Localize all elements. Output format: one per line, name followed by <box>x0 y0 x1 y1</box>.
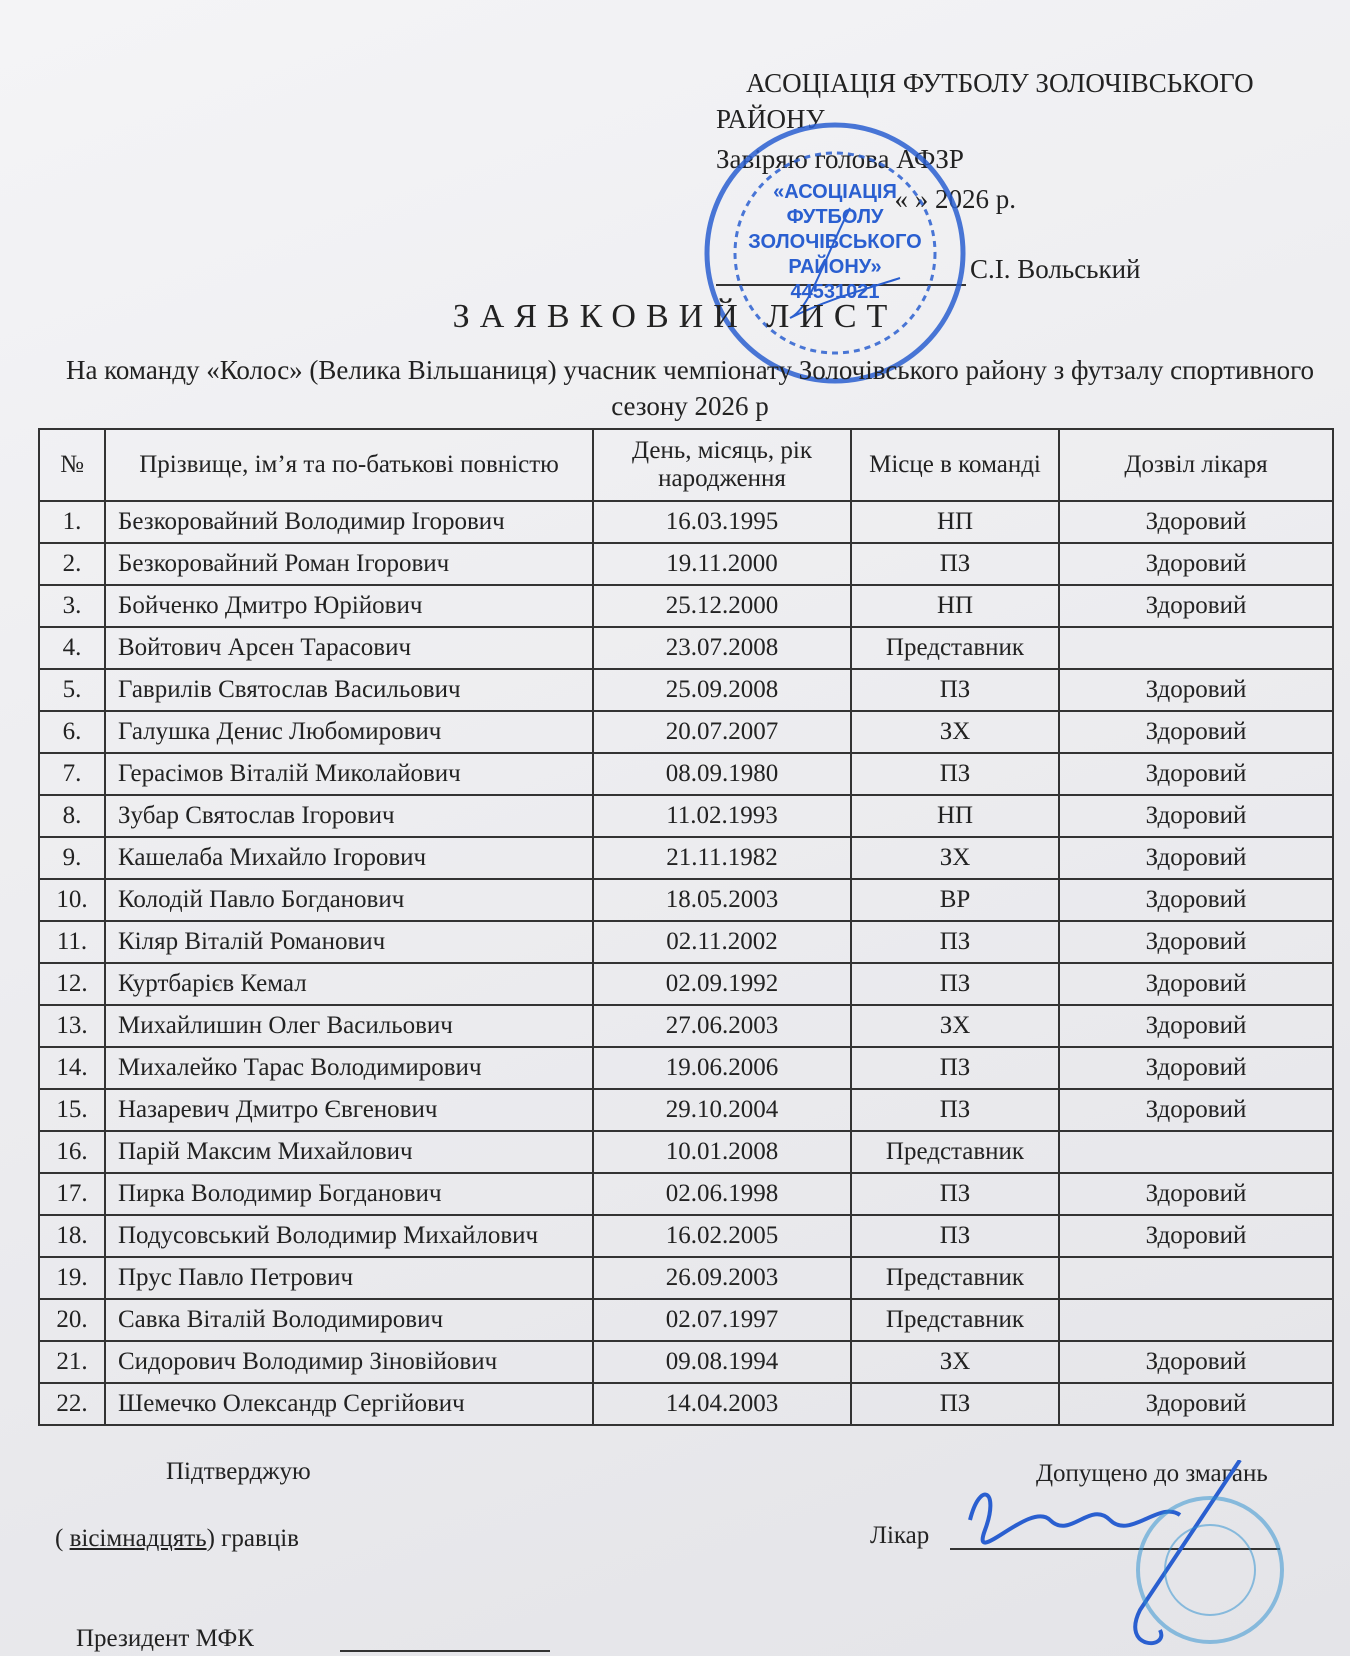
doctor-permission: Здоровий <box>1059 1005 1333 1047</box>
table-row <box>39 879 1333 921</box>
svg-text:ЗОЛОЧІВСЬКОГО: ЗОЛОЧІВСЬКОГО <box>748 231 922 253</box>
team-position: ЗХ <box>851 1341 1059 1383</box>
signatory-name: С.І. Вольський <box>970 254 1141 284</box>
birth-date: 20.07.2007 <box>593 711 851 753</box>
row-number: 21. <box>39 1341 105 1383</box>
document-title: ЗАЯВКОВИЙ ЛИСТ <box>452 298 898 335</box>
player-name: Назаревич Дмитро Євгенович <box>105 1089 593 1131</box>
certify-text: Завіряю голова АФЗР <box>716 144 964 174</box>
players-table <box>38 428 1334 1426</box>
svg-text:44531021: 44531021 <box>790 281 880 303</box>
team-position: ЗХ <box>851 837 1059 879</box>
doctor-permission: Здоровий <box>1059 1383 1333 1425</box>
team-position: ПЗ <box>851 1383 1059 1425</box>
row-number: 6. <box>39 711 105 753</box>
org-name-line1: АСОЦІАЦІЯ ФУТБОЛУ ЗОЛОЧІВСЬКОГО <box>746 68 1254 98</box>
birth-date: 21.11.1982 <box>593 837 851 879</box>
player-name: Михайлишин Олег Васильович <box>105 1005 593 1047</box>
row-number: 7. <box>39 753 105 795</box>
doctor-permission: Здоровий <box>1059 1047 1333 1089</box>
table-row <box>39 1257 1333 1299</box>
association-stamp <box>700 118 970 388</box>
doctor-permission: Здоровий <box>1059 1215 1333 1257</box>
table-row <box>39 711 1333 753</box>
row-number: 15. <box>39 1089 105 1131</box>
row-number: 19. <box>39 1257 105 1299</box>
table-row <box>39 1299 1333 1341</box>
player-name: Кашелаба Михайло Ігорович <box>105 837 593 879</box>
team-position: ЗХ <box>851 711 1059 753</box>
svg-text:РАЙОНУ»: РАЙОНУ» <box>788 256 882 278</box>
row-number: 5. <box>39 669 105 711</box>
doctor-permission: Здоровий <box>1059 585 1333 627</box>
table-row <box>39 837 1333 879</box>
birth-date: 23.07.2008 <box>593 627 851 669</box>
count-close: ) гравців <box>206 1525 299 1552</box>
team-position: Представник <box>851 627 1059 669</box>
doctor-permission: Здоровий <box>1059 1089 1333 1131</box>
col-doctor: Дозвіл лікаря <box>1059 429 1333 501</box>
birth-date: 02.07.1997 <box>593 1299 851 1341</box>
table-row <box>39 1173 1333 1215</box>
player-name: Сидорович Володимир Зіновійович <box>105 1341 593 1383</box>
player-name: Войтович Арсен Тарасович <box>105 627 593 669</box>
president-signature-line <box>340 1650 550 1652</box>
row-number: 12. <box>39 963 105 1005</box>
team-position: Представник <box>851 1257 1059 1299</box>
table-row <box>39 1131 1333 1173</box>
player-name: Бойченко Дмитро Юрійович <box>105 585 593 627</box>
doctor-permission: Здоровий <box>1059 501 1333 543</box>
birth-date: 02.09.1992 <box>593 963 851 1005</box>
certify-date: « » 2026 р. <box>894 184 1016 214</box>
row-number: 18. <box>39 1215 105 1257</box>
birth-date: 02.06.1998 <box>593 1173 851 1215</box>
player-name: Зубар Святослав Ігорович <box>105 795 593 837</box>
team-position: ПЗ <box>851 543 1059 585</box>
player-name: Безкоровайний Володимир Ігорович <box>105 501 593 543</box>
team-position: ПЗ <box>851 963 1059 1005</box>
player-name: Колодій Павло Богданович <box>105 879 593 921</box>
team-position: НП <box>851 501 1059 543</box>
team-position: ПЗ <box>851 1173 1059 1215</box>
doctor-permission: Здоровий <box>1059 711 1333 753</box>
player-name: Кіляр Віталій Романович <box>105 921 593 963</box>
birth-date: 09.08.1994 <box>593 1341 851 1383</box>
confirm-label: Підтверджую <box>166 1458 311 1485</box>
player-name: Галушка Денис Любомирович <box>105 711 593 753</box>
row-number: 8. <box>39 795 105 837</box>
team-position: ЗХ <box>851 1005 1059 1047</box>
birth-date: 16.03.1995 <box>593 501 851 543</box>
birth-date: 11.02.1993 <box>593 795 851 837</box>
row-number: 17. <box>39 1173 105 1215</box>
table-header-row <box>39 429 1333 501</box>
doctor-permission: Здоровий <box>1059 963 1333 1005</box>
row-number: 10. <box>39 879 105 921</box>
birth-date: 18.05.2003 <box>593 879 851 921</box>
birth-date: 14.04.2003 <box>593 1383 851 1425</box>
team-position: ПЗ <box>851 1089 1059 1131</box>
birth-date: 27.06.2003 <box>593 1005 851 1047</box>
row-number: 4. <box>39 627 105 669</box>
row-number: 16. <box>39 1131 105 1173</box>
table-row <box>39 921 1333 963</box>
row-number: 14. <box>39 1047 105 1089</box>
president-label: Президент МФК <box>76 1625 254 1652</box>
player-name: Парій Максим Михайлович <box>105 1131 593 1173</box>
doctor-permission <box>1059 1299 1333 1341</box>
table-row <box>39 1341 1333 1383</box>
player-name: Гаврилів Святослав Васильович <box>105 669 593 711</box>
player-name: Михалейко Тарас Володимирович <box>105 1047 593 1089</box>
birth-date: 29.10.2004 <box>593 1089 851 1131</box>
count-open: ( <box>55 1525 70 1552</box>
team-position: НП <box>851 795 1059 837</box>
org-name-line2: РАЙОНУ <box>716 104 825 134</box>
col-name: Прізвище, ім’я та по-батькові повністю <box>105 429 593 501</box>
team-position: ПЗ <box>851 921 1059 963</box>
player-count <box>55 1525 299 1553</box>
team-position: ПЗ <box>851 669 1059 711</box>
player-name: Шемечко Олександр Сергійович <box>105 1383 593 1425</box>
row-number: 9. <box>39 837 105 879</box>
table-row <box>39 501 1333 543</box>
team-position: НП <box>851 585 1059 627</box>
table-row <box>39 1047 1333 1089</box>
team-position: Представник <box>851 1131 1059 1173</box>
row-number: 13. <box>39 1005 105 1047</box>
document-subtitle: На команду «Колос» (Велика Вільшаниця) учасник чемпіонату Золочівського району з футзалу спортивного сезону 2026 р <box>65 355 1315 421</box>
doctor-permission <box>1059 1257 1333 1299</box>
team-position: ПЗ <box>851 1215 1059 1257</box>
row-number: 22. <box>39 1383 105 1425</box>
row-number: 11. <box>39 921 105 963</box>
player-name: Прус Павло Петрович <box>105 1257 593 1299</box>
player-name: Подусовський Володимир Михайлович <box>105 1215 593 1257</box>
row-number: 1. <box>39 501 105 543</box>
table-row <box>39 1215 1333 1257</box>
table-row <box>39 585 1333 627</box>
doctor-permission: Здоровий <box>1059 753 1333 795</box>
table-row <box>39 669 1333 711</box>
player-name: Герасімов Віталій Миколайович <box>105 753 593 795</box>
table-row <box>39 1383 1333 1425</box>
table-row <box>39 963 1333 1005</box>
doctor-permission <box>1059 627 1333 669</box>
birth-date: 02.11.2002 <box>593 921 851 963</box>
doctor-permission: Здоровий <box>1059 543 1333 585</box>
team-position: ВР <box>851 879 1059 921</box>
player-name: Безкоровайний Роман Ігорович <box>105 543 593 585</box>
admitted-label: Допущено до змагань <box>1036 1460 1268 1487</box>
col-number: № <box>39 429 105 501</box>
team-position: ПЗ <box>851 753 1059 795</box>
row-number: 3. <box>39 585 105 627</box>
birth-date: 19.11.2000 <box>593 543 851 585</box>
team-position: Представник <box>851 1299 1059 1341</box>
table-row <box>39 543 1333 585</box>
birth-date: 16.02.2005 <box>593 1215 851 1257</box>
doctor-permission: Здоровий <box>1059 921 1333 963</box>
team-position: ПЗ <box>851 1047 1059 1089</box>
birth-date: 26.09.2003 <box>593 1257 851 1299</box>
table-row <box>39 627 1333 669</box>
doctor-permission: Здоровий <box>1059 837 1333 879</box>
col-birthdate: День, місяць, рік народження <box>593 429 851 501</box>
doctor-stamp <box>1130 1490 1290 1650</box>
col-position: Місце в команді <box>851 429 1059 501</box>
birth-date: 25.09.2008 <box>593 669 851 711</box>
doctor-permission: Здоровий <box>1059 1173 1333 1215</box>
player-name: Савка Віталій Володимирович <box>105 1299 593 1341</box>
birth-date: 08.09.1980 <box>593 753 851 795</box>
doctor-label: Лікар <box>870 1522 930 1549</box>
player-name: Куртбарієв Кемал <box>105 963 593 1005</box>
table-row <box>39 1089 1333 1131</box>
table-row <box>39 795 1333 837</box>
svg-text:«АСОЦІАЦІЯ: «АСОЦІАЦІЯ <box>773 181 897 203</box>
doctor-permission: Здоровий <box>1059 795 1333 837</box>
doctor-permission: Здоровий <box>1059 879 1333 921</box>
doctor-permission <box>1059 1131 1333 1173</box>
doctor-permission: Здоровий <box>1059 1341 1333 1383</box>
svg-text:ФУТБОЛУ: ФУТБОЛУ <box>786 206 884 228</box>
doctor-permission: Здоровий <box>1059 669 1333 711</box>
table-row <box>39 753 1333 795</box>
birth-date: 19.06.2006 <box>593 1047 851 1089</box>
row-number: 20. <box>39 1299 105 1341</box>
row-number: 2. <box>39 543 105 585</box>
birth-date: 10.01.2008 <box>593 1131 851 1173</box>
player-name: Пирка Володимир Богданович <box>105 1173 593 1215</box>
table-row <box>39 1005 1333 1047</box>
count-word: вісімнадцять <box>69 1525 207 1552</box>
birth-date: 25.12.2000 <box>593 585 851 627</box>
